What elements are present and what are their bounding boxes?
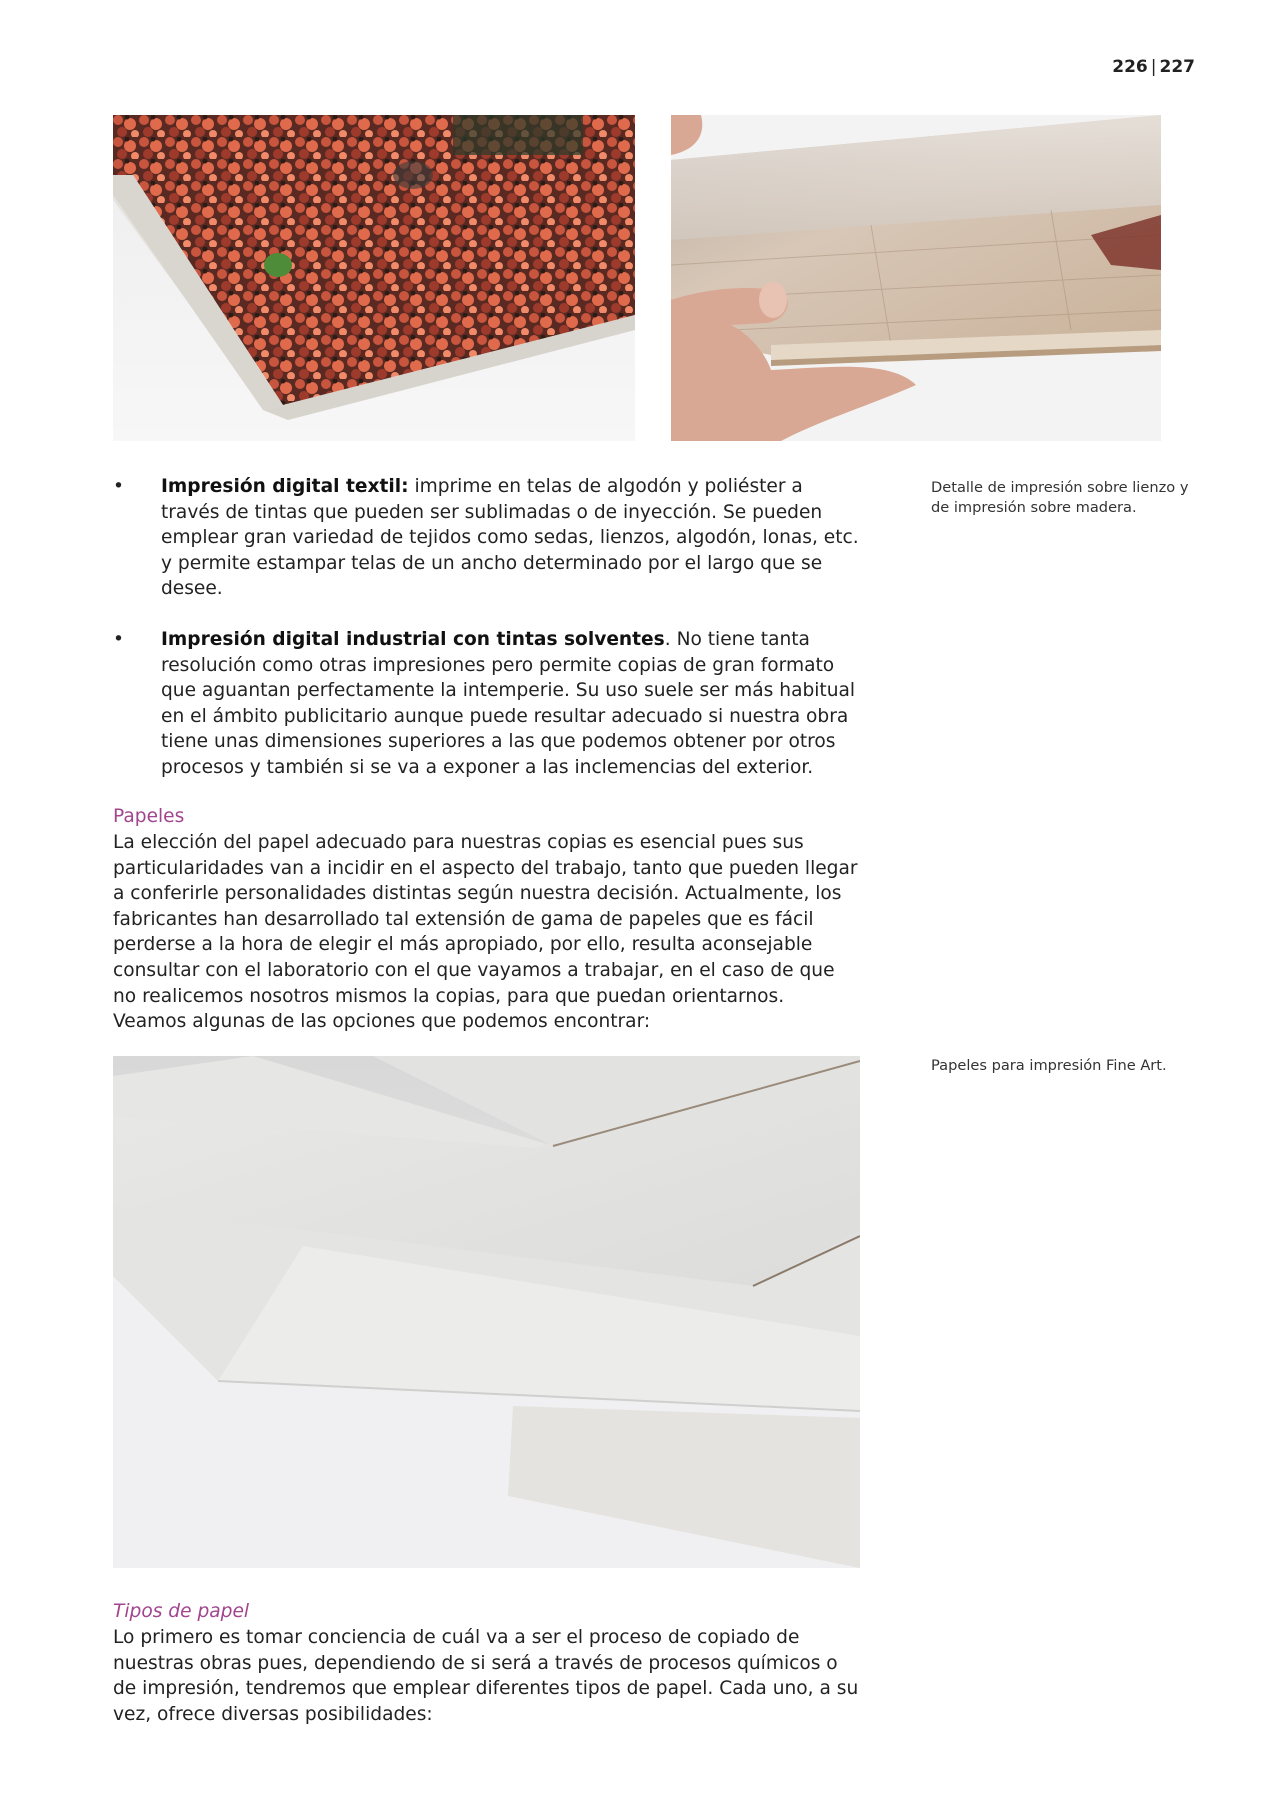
section-heading-tipos-de-papel: Tipos de papel bbox=[113, 1601, 250, 1622]
section-heading-papeles: Papeles bbox=[113, 806, 185, 827]
bullet-term: Impresión digital industrial con tintas solventes bbox=[161, 628, 665, 650]
list-item bbox=[113, 627, 863, 781]
tipos-de-papel-paragraph: Lo primero es tomar conciencia de cuál va a ser el proceso de copiado de nuestras obras pues, dependiendo de si será a través de procesos químicos o de impresión, tendremos que emplear diferentes tipos de papel. Cada uno, a su vez, ofrece diversas posibilidades: bbox=[113, 1627, 859, 1725]
page-number-separator: | bbox=[1150, 57, 1157, 77]
bullet-text: . No tiene tanta resolución como otras impresiones pero permite copias de gran formato que aguantan perfectamente la intemperie. Su uso suele ser más habitual en el ámbito publicitario aunque puede resultar adecuado si nuestra obra tiene unas dimensiones superiores a las que podemos obtener por otros procesos y también si se va a exponer a las inclemencias del exterior. bbox=[161, 628, 856, 778]
wood-print-photo bbox=[671, 115, 1161, 441]
bullet-icon: • bbox=[113, 476, 124, 497]
list-item bbox=[113, 474, 863, 602]
page-number-left: 226 bbox=[1112, 57, 1148, 77]
page-number bbox=[1100, 57, 1195, 77]
bullet-term: Impresión digital textil: bbox=[161, 476, 409, 497]
print-methods-list bbox=[113, 474, 863, 781]
caption-fine-art-papers: Papeles para impresión Fine Art. bbox=[931, 1057, 1167, 1074]
bullet-icon: • bbox=[113, 628, 124, 650]
caption-canvas-wood: Detalle de impresión sobre lienzo y de impresión sobre madera. bbox=[931, 479, 1189, 516]
papeles-paragraph: La elección del papel adecuado para nuestras copias es esencial pues sus particularidades van a incidir en el aspecto del trabajo, tanto que pueden llegar a conferirle personalidades distintas según nuestra decisión. Actualmente, los fabricantes han desarrollado tal extensión de gama de papeles que es fácil perderse a la hora de elegir el más apropiado, por ello, resulta aconsejable consultar con el laboratorio con el que vayamos a trabajar, en el caso de que no realicemos nosotros mismos la copias, para que puedan orientarnos. Veamos algunas de las opciones que podemos encontrar: bbox=[113, 832, 858, 1033]
fine-art-papers-photo bbox=[113, 1056, 860, 1568]
canvas-print-photo bbox=[113, 115, 635, 441]
bullet-text: imprime en telas de algodón y poliéster a través de tintas que pueden ser sublimadas o de inyección. Se pueden emplear gran variedad de tejidos como sedas, lienzos, algodón, lonas, etc. y permite estampar telas de un ancho determinado por el largo que se desee. bbox=[161, 476, 859, 600]
page-number-right: 227 bbox=[1159, 57, 1195, 77]
